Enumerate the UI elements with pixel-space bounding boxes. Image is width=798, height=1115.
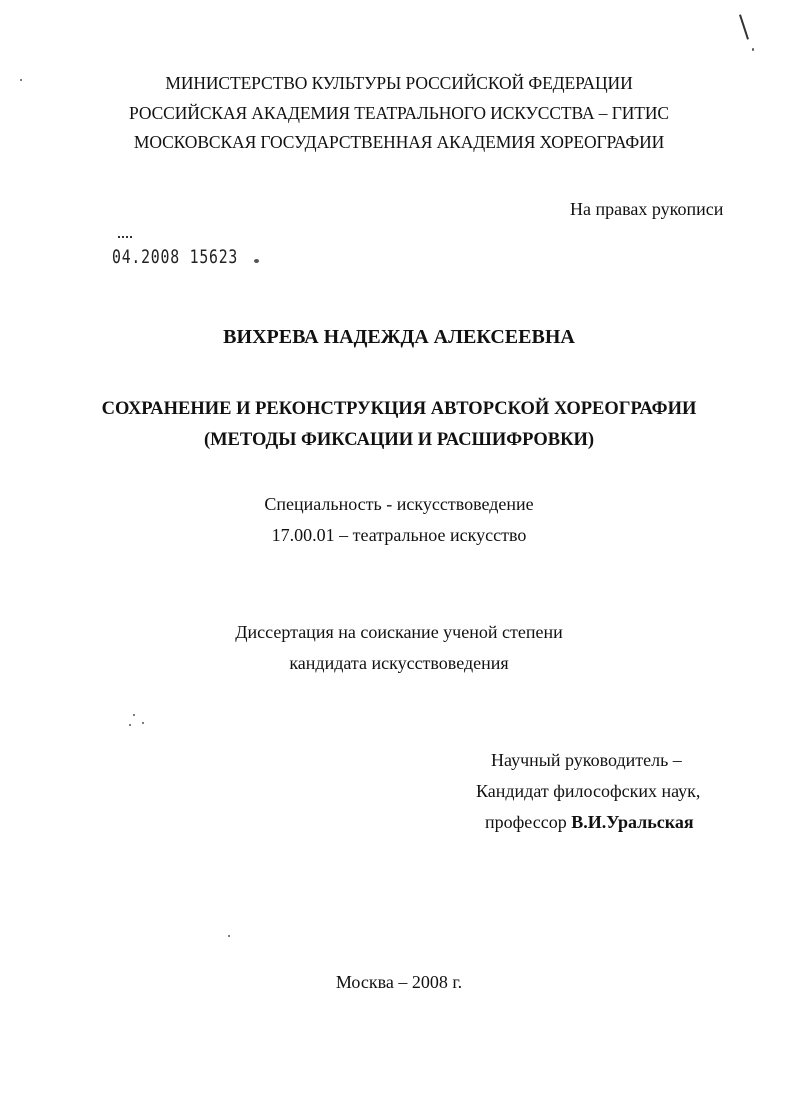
scan-speck	[133, 714, 135, 716]
dissertation-title-line2: (МЕТОДЫ ФИКСАЦИИ И РАСШИФРОВКИ)	[203, 430, 595, 450]
city-year: Москва – 2008 г.	[335, 972, 463, 992]
author-name: ВИХРЕВА НАДЕЖДА АЛЕКСЕЕВНА	[223, 326, 575, 348]
specialty-line: Специальность - искусствоведение	[264, 494, 534, 514]
stamp-dot	[254, 259, 259, 263]
scan-speck	[752, 48, 754, 51]
library-stamp-number: 04.2008 15623	[112, 246, 239, 268]
degree-candidate-line: кандидата искусствоведения	[289, 653, 509, 673]
scan-speck	[129, 724, 131, 726]
academy-gitis-line: РОССИЙСКАЯ АКАДЕМИЯ ТЕАТРАЛЬНОГО ИСКУССТВА – ГИТИС	[129, 103, 669, 123]
dissertation-title-line1: СОХРАНЕНИЕ И РЕКОНСТРУКЦИЯ АВТОРСКОЙ ХОРЕОГРАФИИ	[101, 399, 697, 419]
supervisor-line	[485, 811, 694, 833]
supervisor-degree: Кандидат философских наук,	[476, 781, 701, 801]
supervisor-title: профессор	[485, 812, 567, 832]
specialty-code-line: 17.00.01 – театральное искусство	[271, 525, 527, 545]
scan-speck	[228, 935, 230, 937]
ministry-line: МИНИСТЕРСТВО КУЛЬТУРЫ РОССИЙСКОЙ ФЕДЕРАЦИИ	[165, 73, 633, 93]
pen-mark	[739, 14, 749, 39]
manuscript-note: На правах рукописи	[570, 199, 724, 219]
stamp-dots	[118, 236, 132, 242]
scan-speck	[142, 722, 144, 724]
academy-choreography-line: МОСКОВСКАЯ ГОСУДАРСТВЕННАЯ АКАДЕМИЯ ХОРЕОГРАФИИ	[133, 132, 665, 152]
supervisor-label: Научный руководитель –	[491, 750, 682, 770]
degree-line: Диссертация на соискание ученой степени	[235, 622, 563, 642]
supervisor-name: В.И.Уральская	[571, 812, 694, 832]
